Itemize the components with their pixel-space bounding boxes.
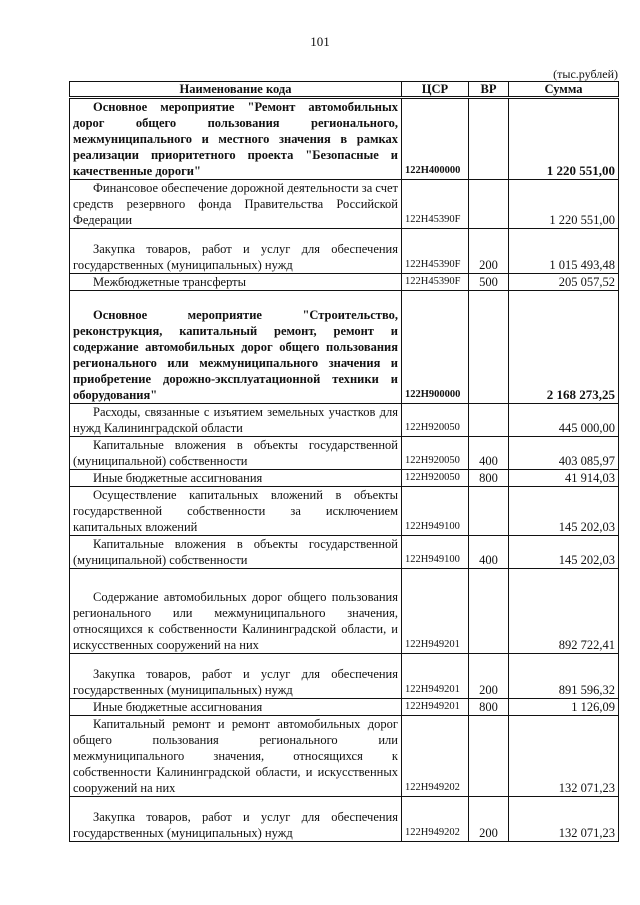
row-csr: 122H920050 [402, 404, 469, 437]
row-name: Межбюджетные трансферты [70, 274, 402, 291]
row-name: Капитальный ремонт и ремонт автомобильных дорог общего пользования регионального или межмуниципального значения, относящихся к собственности Калининградской области, и искусственных сооружений на них [70, 716, 402, 797]
row-vr: 400 [469, 437, 509, 470]
row-name: Закупка товаров, работ и услуг для обеспечения государственных (муниципальных) нужд [70, 229, 402, 274]
row-sum: 205 057,52 [509, 274, 619, 291]
row-csr: 122H45390F [402, 180, 469, 229]
table-row [70, 797, 619, 842]
table-row [70, 654, 619, 699]
table-row [70, 274, 619, 291]
row-name: Иные бюджетные ассигнования [70, 699, 402, 716]
row-csr: 122H949201 [402, 699, 469, 716]
row-sum: 132 071,23 [509, 716, 619, 797]
row-csr: 122H920050 [402, 437, 469, 470]
row-sum: 891 596,32 [509, 654, 619, 699]
table-row [70, 98, 619, 180]
row-name: Содержание автомобильных дорог общего пользования регионального или межмуниципального значения, относящихся к собственности Калининградской области, и искусственных сооружений на них [70, 569, 402, 654]
header-sum: Сумма [509, 82, 619, 98]
row-vr: 800 [469, 699, 509, 716]
row-sum: 1 220 551,00 [509, 180, 619, 229]
budget-table [69, 81, 619, 842]
row-sum: 145 202,03 [509, 536, 619, 569]
row-csr: 122H920050 [402, 470, 469, 487]
row-vr: 200 [469, 654, 509, 699]
table-row [70, 470, 619, 487]
row-sum: 132 071,23 [509, 797, 619, 842]
row-csr: 122H45390F [402, 274, 469, 291]
row-csr: 122H949202 [402, 797, 469, 842]
row-name: Финансовое обеспечение дорожной деятельности за счет средств резервного фонда Правительства Российской Федерации [70, 180, 402, 229]
header-name: Наименование кода [70, 82, 402, 98]
row-name: Закупка товаров, работ и услуг для обеспечения государственных (муниципальных) нужд [70, 797, 402, 842]
table-header-row [70, 82, 619, 98]
row-vr: 200 [469, 797, 509, 842]
row-sum: 1 015 493,48 [509, 229, 619, 274]
row-csr: 122H949100 [402, 536, 469, 569]
row-sum: 2 168 273,25 [509, 291, 619, 404]
row-csr: 122H949202 [402, 716, 469, 797]
row-vr [469, 569, 509, 654]
row-name: Основное мероприятие "Строительство, реконструкция, капитальный ремонт, ремонт и содержание автомобильных дорог общего пользования регионального или межмуниципального значения и приобретение дорожно-эксплуатационной техники и оборудования" [70, 291, 402, 404]
row-vr [469, 716, 509, 797]
row-name: Закупка товаров, работ и услуг для обеспечения государственных (муниципальных) нужд [70, 654, 402, 699]
row-vr [469, 487, 509, 536]
row-csr: 122H400000 [402, 98, 469, 180]
page-number: 101 [310, 34, 330, 49]
row-csr: 122H45390F [402, 229, 469, 274]
row-name: Иные бюджетные ассигнования [70, 470, 402, 487]
table-row [70, 699, 619, 716]
row-vr: 500 [469, 274, 509, 291]
row-vr [469, 291, 509, 404]
header-csr: ЦСР [402, 82, 469, 98]
table-row [70, 536, 619, 569]
table-row [70, 487, 619, 536]
row-sum: 445 000,00 [509, 404, 619, 437]
row-name: Осуществление капитальных вложений в объекты государственной собственности за исключением капитальных вложений [70, 487, 402, 536]
row-vr: 400 [469, 536, 509, 569]
row-csr: 122H949201 [402, 654, 469, 699]
row-sum: 1 126,09 [509, 699, 619, 716]
table-row [70, 180, 619, 229]
row-name: Расходы, связанные с изъятием земельных участков для нужд Калининградской области [70, 404, 402, 437]
row-csr: 122H900000 [402, 291, 469, 404]
row-sum: 1 220 551,00 [509, 98, 619, 180]
table-row [70, 569, 619, 654]
table-row [70, 291, 619, 404]
row-csr: 122H949201 [402, 569, 469, 654]
row-vr: 200 [469, 229, 509, 274]
row-csr: 122H949100 [402, 487, 469, 536]
row-vr [469, 98, 509, 180]
row-vr [469, 404, 509, 437]
table-row [70, 437, 619, 470]
row-name: Капитальные вложения в объекты государственной (муниципальной) собственности [70, 437, 402, 470]
row-sum: 403 085,97 [509, 437, 619, 470]
row-sum: 145 202,03 [509, 487, 619, 536]
row-vr [469, 180, 509, 229]
row-sum: 892 722,41 [509, 569, 619, 654]
units-label: (тыс.рублей) [553, 67, 618, 81]
row-sum: 41 914,03 [509, 470, 619, 487]
table-row [70, 229, 619, 274]
table-row [70, 716, 619, 797]
row-name: Основное мероприятие "Ремонт автомобильных дорог общего пользования регионального, межмуниципального и местного значения в рамках реализации приоритетного проекта "Безопасные и качественные дороги" [70, 98, 402, 180]
row-vr: 800 [469, 470, 509, 487]
row-name: Капитальные вложения в объекты государственной (муниципальной) собственности [70, 536, 402, 569]
header-vr: ВР [469, 82, 509, 98]
table-row [70, 404, 619, 437]
